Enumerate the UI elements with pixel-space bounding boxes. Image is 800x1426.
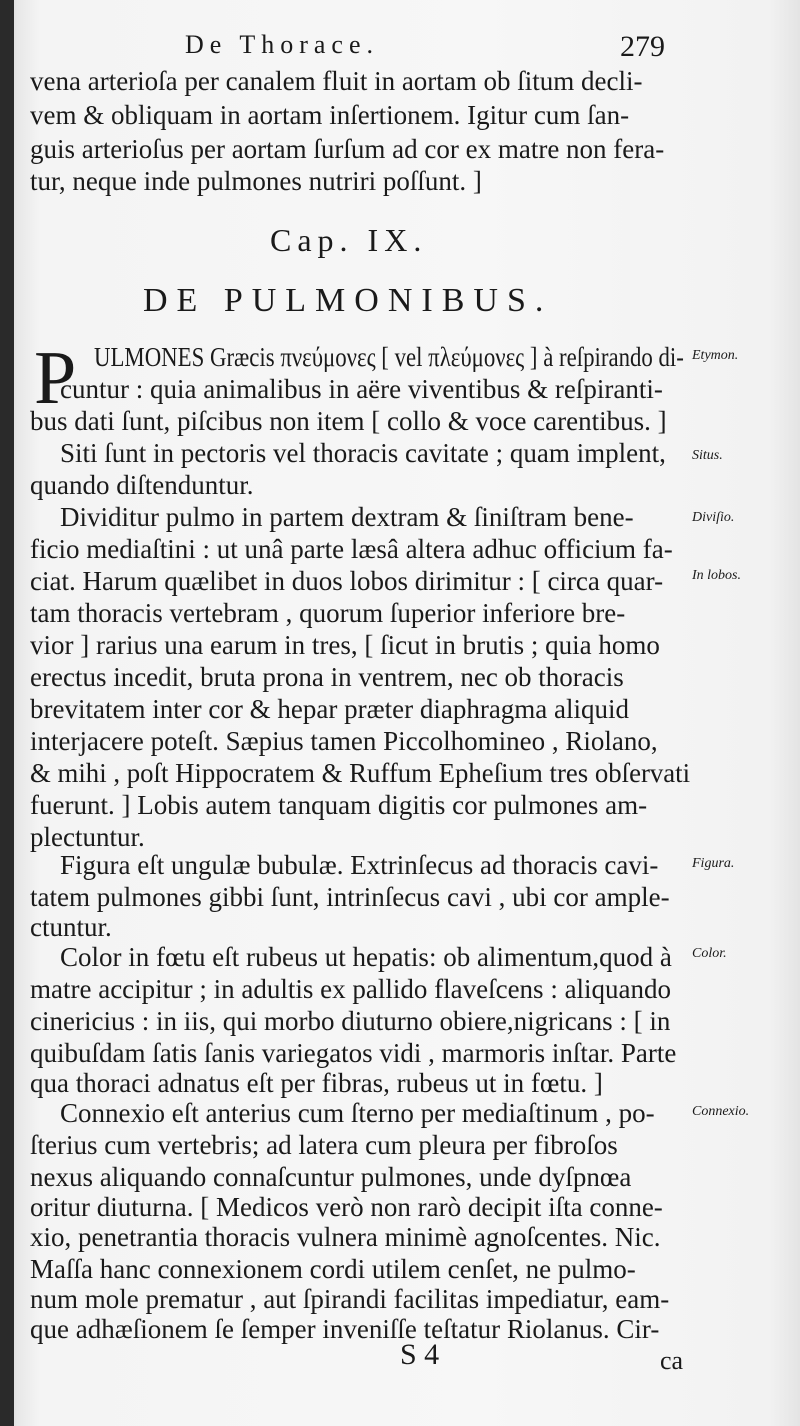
text-line: cuntur : quia animalibus in aëre viventibus & reſpiranti- (60, 374, 663, 404)
text-line: vem & obliquam in aortam inſertionem. Igitur cum ſan- (30, 100, 630, 130)
text-line: qua thoraci adnatus eſt per fibras, rubeus ut in fœtu. ] (30, 1068, 603, 1098)
catchword: ca (660, 1346, 684, 1375)
page-number: 279 (620, 30, 665, 63)
text-line: guis arterioſus per aortam ſurſum ad cor ex matre non fera- (30, 134, 665, 164)
text-line: ctuntur. (30, 912, 112, 942)
signature-mark: S 4 (400, 1338, 440, 1371)
text-line: fuerunt. ] Lobis autem tanquam digitis cor pulmones am- (30, 790, 648, 820)
margin-note: Figura. (692, 856, 735, 871)
text-line: tatem pulmones gibbi ſunt, intrinſecus cavi , ubi cor amplе- (30, 882, 670, 912)
text-line: nexus aliquando connaſcuntur pulmones, unde dyſpnœa (30, 1162, 632, 1192)
chapter-heading: Cap. IX. (270, 222, 428, 258)
text-line: Dividitur pulmo in partem dextram & ſiniſtram bene- (60, 502, 634, 532)
text-line: tam thoracis vertebram , quorum ſuperior inferiore bre- (30, 598, 626, 628)
text-line: oritur diuturna. [ Medicos verò non rarò decipit iſta conne- (30, 1192, 663, 1222)
drop-capital: P (34, 336, 77, 420)
text-line: Color in fœtu eſt rubeus ut hepatis: ob alimentum,quod à (60, 942, 672, 972)
text-line: Maſſa hanc connexionem cordi utilem cenſet, ne pulmo- (30, 1254, 636, 1284)
text-line: num mole prematur , aut ſpirandi facilitas impediatur, eam- (30, 1284, 670, 1314)
text-line: cinericius : in iis, qui morbo diuturno obiere,nigricans : [ in (30, 1006, 671, 1036)
text-line: bus dati ſunt, piſcibus non item [ collo & voce carentibus. ] (30, 406, 667, 436)
margin-note: Color. (692, 946, 727, 961)
section-title: DE PULMONIBUS. (143, 282, 553, 319)
text-line: ficio mediaſtini : ut unâ parte læsâ altera adhuc officium fa- (30, 534, 673, 564)
margin-note: In lobos. (692, 568, 741, 583)
text-line: interjacere poteſt. Sæpius tamen Piccolhomineo , Riolano, (30, 726, 658, 756)
text-line: Figura eſt ungulæ bubulæ. Extrinſecus ad thoracis cavi- (60, 850, 659, 880)
text-line: brevitatem inter cor & hepar præter diaphragma aliquid (30, 694, 630, 724)
text-line: quando diſtenduntur. (30, 470, 254, 500)
text-line: & mihi , poſt Hippocratem & Ruffum Epheſium tres obſervati (30, 758, 691, 788)
text-line: ciat. Harum quælibet in duos lobos dirimitur : [ circa quar- (30, 566, 664, 596)
margin-note: Diviſio. (692, 510, 735, 525)
text-line: Siti ſunt in pectoris vel thoracis cavitate ; quam implent, (60, 438, 666, 468)
text-line: vena arterioſa per canalem fluit in aortam ob ſitum decli- (30, 66, 643, 96)
margin-note: Etymon. (692, 348, 739, 363)
margin-note: Situs. (692, 448, 723, 463)
text-line: ſterius cum vertebris; ad latera cum pleura per fibroſos (30, 1130, 618, 1160)
text-line: matre accipitur ; in adultis ex pallido flaveſcens : aliquando (30, 974, 672, 1004)
text-line: xio, penetrantia thoracis vulnera minimè agnoſcentes. Nic. (30, 1222, 661, 1252)
text-line: quibuſdam ſatis ſanis variegatos vidi , marmoris inſtar. Parte (30, 1038, 677, 1068)
text-line: ULMONES Græcis πνεύμονες [ vel πλεύμονες ] à reſpirando di- (94, 342, 684, 372)
text-line: erectus incedit, bruta prona in ventrem, nec ob thoracis (30, 662, 624, 692)
text-line: vior ] rarius una earum in tres, [ ſicut in brutis ; quia homo (30, 630, 660, 660)
margin-note: Connexio. (692, 1104, 750, 1119)
binding-gutter (0, 0, 14, 1426)
text-line: tur, neque inde pulmones nutriri poſſunt. ] (30, 166, 482, 196)
text-line: que adhæſionem ſe ſemper inveniſſe teſtatur Riolanus. Cir- (30, 1314, 660, 1344)
text-line: plectuntur. (30, 822, 145, 852)
text-line: Connexio eſt anterius cum ſterno per mediaſtinum , po- (60, 1098, 655, 1128)
running-head: De Thorace. (185, 30, 380, 59)
